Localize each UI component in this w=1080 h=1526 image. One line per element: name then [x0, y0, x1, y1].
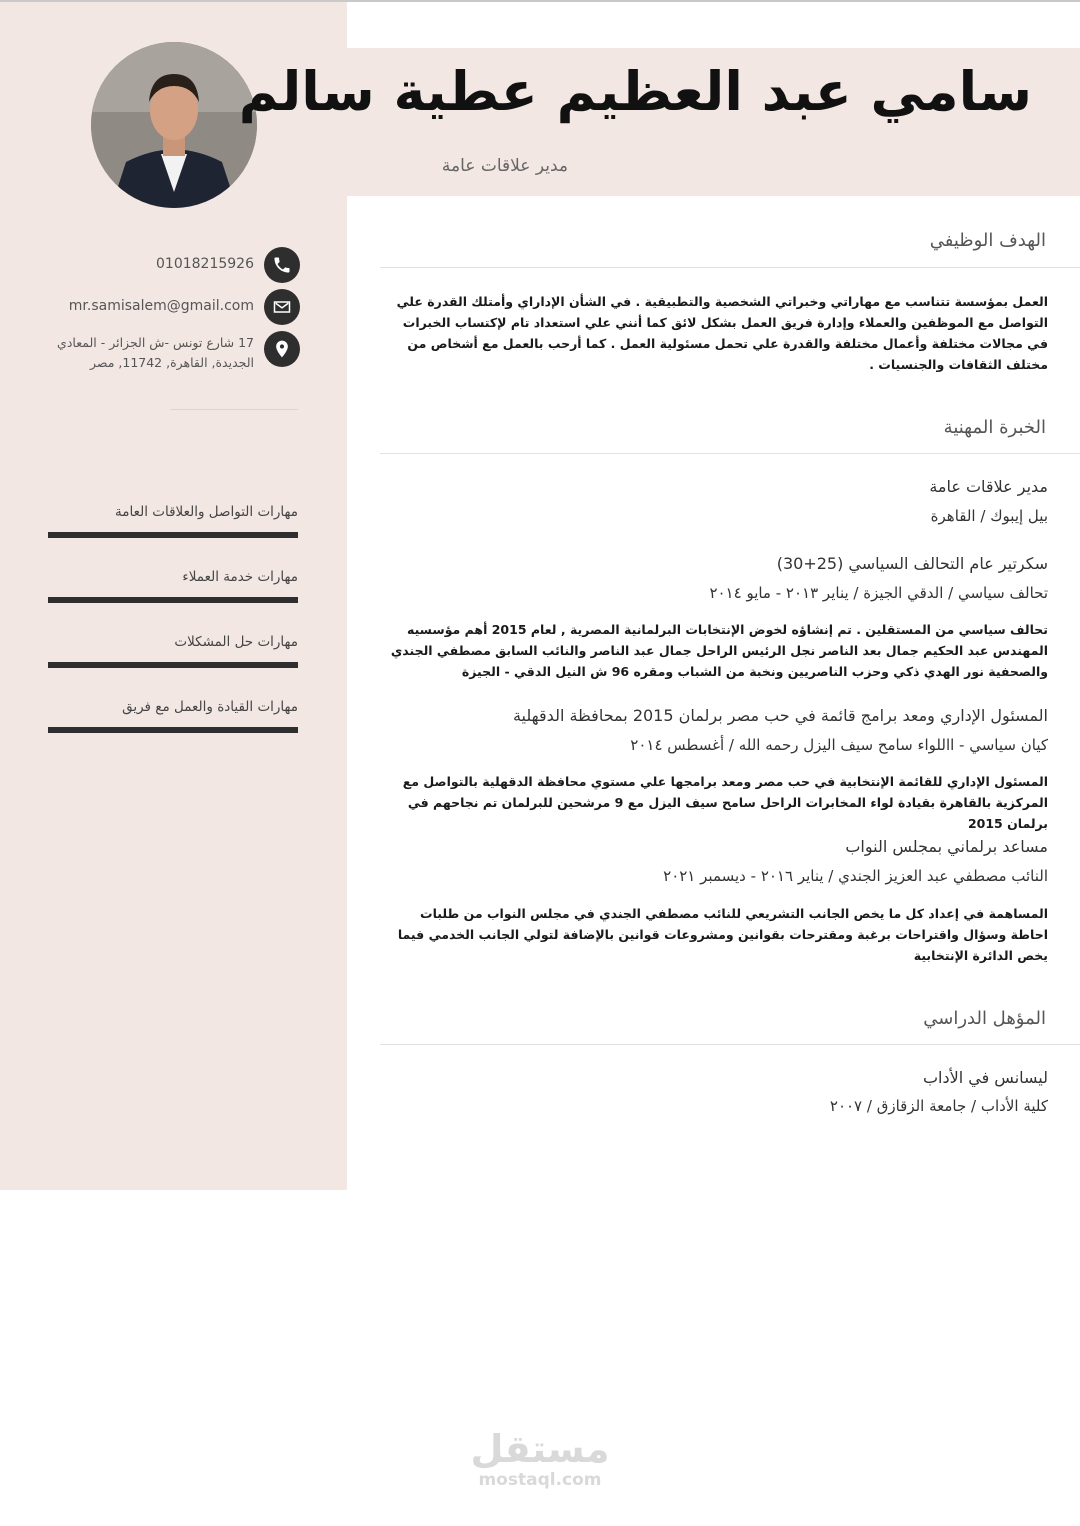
- skill-bar: [48, 662, 298, 668]
- address-line-1: 17 شارع تونس -ش الجزائر - المعادي: [57, 335, 254, 350]
- education-heading: المؤهل الدراسي: [923, 1008, 1046, 1029]
- contact-phone: [40, 247, 300, 283]
- section-rule: [380, 1044, 1080, 1045]
- skill-label: مهارات خدمة العملاء: [182, 569, 298, 585]
- skill-bar: [48, 597, 298, 603]
- skill-item: [48, 504, 298, 538]
- avatar: [91, 42, 257, 208]
- job-description: المساهمة في إعداد كل ما يخص الجانب التشريعي للنائب مصطفي الجندي في مجلس النواب من طلبات احاطة وسؤال واقتراحات برغبة ومقترحات بقوانين ومشروعات قوانين بالإضافة لتولي الجانب الخدمي فيما يخص الدائرة الإنتخابية: [397, 906, 1048, 963]
- address: [57, 331, 254, 373]
- location-pin-icon: [264, 331, 300, 367]
- avatar-photo: [91, 42, 257, 208]
- phone-number[interactable]: 01018215926: [156, 256, 254, 272]
- contact-email: [40, 289, 300, 325]
- job-description: المسئول الإداري للقائمة الإنتخابية في حب مصر ومعد برامجها علي مستوي محافظة الدقهلية بالتواصل مع المركزية بالقاهرة بقيادة لواء المخابرات الراحل سامح سيف اليزل مع 9 مرشحين للبرلمان تم نجاحهم في برلمان 2015: [402, 774, 1048, 831]
- sidebar-divider: [170, 409, 298, 410]
- full-name: سامي عبد العظيم عطية سالم: [238, 60, 1032, 123]
- skill-item: [48, 699, 298, 733]
- job-meta: كيان سياسي - االلواء سامح سيف اليزل رحمه الله / أغسطس ٢٠١٤: [630, 736, 1048, 754]
- job-meta: النائب مصطفي عبد العزيز الجندي / يناير ٢٠١٦ - ديسمبر ٢٠٢١: [663, 867, 1048, 885]
- sidebar: [0, 2, 347, 1190]
- job-subtitle: مدير علاقات عامة: [441, 156, 568, 176]
- section-rule: [380, 267, 1080, 268]
- job-meta: بيل إيبوك / القاهرة: [930, 507, 1048, 525]
- envelope-icon: [264, 289, 300, 325]
- job-description: تحالف سياسي من المستقلين . تم إنشاؤه لخوض الإنتخابات البرلمانية المصرية , لعام 2015 أهم مؤسسيه المهندس عبد الحكيم جمال بعد الناصر نجل الرئيس الراحل جمال عبد الناصر والنائب السابق مصطفي الجندي والصحفية نور الهدي ذكي وحزب الناصريين ونخبة من الشباب ومقره 96 ش النيل الدقي - الجيزة: [390, 622, 1048, 679]
- email-address[interactable]: mr.samisalem@gmail.com: [68, 298, 254, 314]
- degree-title: ليسانس في الأداب: [922, 1068, 1048, 1087]
- section-rule: [380, 453, 1080, 454]
- phone-icon: [264, 247, 300, 283]
- watermark-url: mostaql.com: [478, 1470, 602, 1490]
- skill-item: [48, 569, 298, 603]
- objective-heading: الهدف الوظيفي: [929, 230, 1046, 251]
- skill-bar: [48, 727, 298, 733]
- watermark-logo: مستقل: [470, 1427, 610, 1471]
- skill-bar: [48, 532, 298, 538]
- skill-label: مهارات حل المشكلات: [174, 634, 298, 650]
- address-line-2: الجديدة, القاهرة, 11742, مصر: [89, 355, 254, 370]
- header-band: [238, 48, 1080, 196]
- degree-meta: كلية الأداب / جامعة الزقازق / ٢٠٠٧: [829, 1097, 1048, 1115]
- job-title: سكرتير عام التحالف السياسي (25+30): [776, 554, 1048, 573]
- job-title: مساعد برلماني بمجلس النواب: [845, 837, 1048, 856]
- skill-label: مهارات القيادة والعمل مع فريق: [122, 699, 298, 715]
- experience-heading: الخبرة المهنية: [943, 417, 1046, 438]
- job-meta: تحالف سياسي / الدقي الجيزة / يناير ٢٠١٣ - مايو ٢٠١٤: [709, 584, 1048, 602]
- job-title: مدير علاقات عامة: [929, 477, 1048, 496]
- contact-address: [40, 331, 300, 373]
- objective-text: العمل بمؤسسة تتناسب مع مهاراتي وخبراتي الشخصية والتطبيقية . في الشأن الإداراي وأمتلك القدرة علي التواصل مع الموظفين والعملاء وإدارة فريق العمل بشكل لائق كما أنني علي استعداد تام لإكتساب الخبرات في مجالات مختلفة وأعمال مختلفة والقدرة علي تحمل مسئولية العمل . كما أرحب بالعمل مع أشخاص من مختلف الثقافات والجنسيات .: [396, 294, 1048, 372]
- skill-item: [48, 634, 298, 668]
- skill-label: مهارات التواصل والعلاقات العامة: [115, 504, 298, 520]
- watermark: [465, 1428, 615, 1490]
- job-title: المسئول الإداري ومعد برامج قائمة في حب مصر برلمان 2015 بمحافظة الدقهلية: [512, 706, 1048, 725]
